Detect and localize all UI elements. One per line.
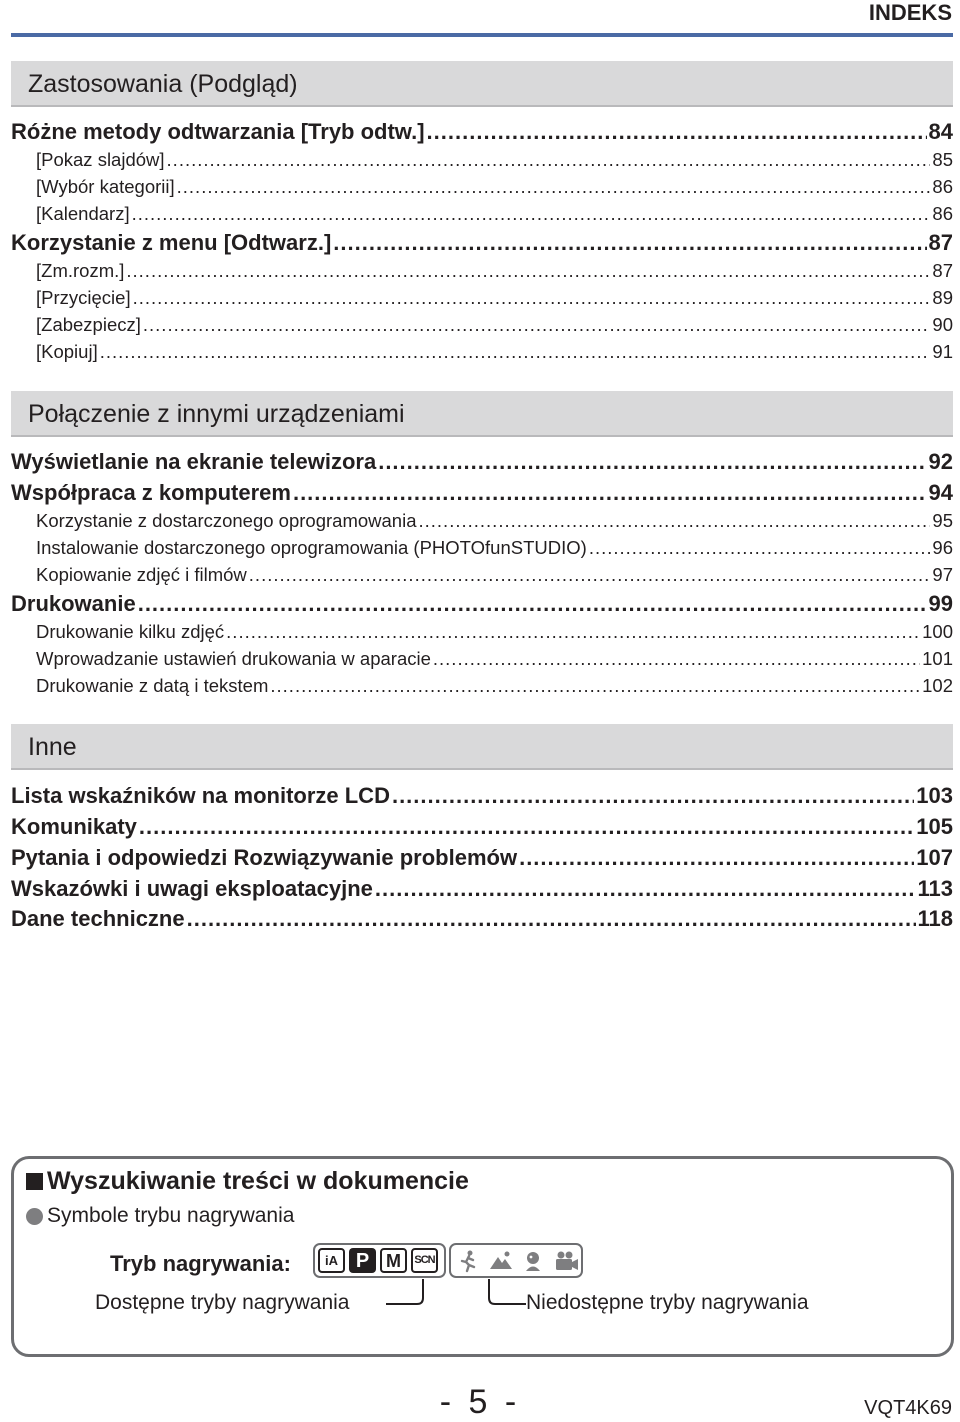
toc-entry-page: 101 [922, 648, 953, 669]
leader-dots [427, 119, 927, 145]
sports-mode-icon [457, 1248, 481, 1273]
toc-entry[interactable] [11, 176, 953, 198]
leader-dots [333, 230, 926, 256]
toc-entry-page: 86 [932, 176, 953, 197]
toc-entry-text: Pytania i odpowiedzi Rozwiązywanie problemów [11, 845, 518, 870]
section-heading: Zastosowania (Podgląd) [11, 61, 953, 107]
toc-entry[interactable] [11, 230, 953, 256]
page-number: - 5 - [439, 1383, 521, 1421]
toc-entry[interactable] [11, 314, 953, 336]
toc-entry[interactable] [11, 621, 953, 643]
toc-entry-text: Wyświetlanie na ekranie telewizora [11, 449, 377, 474]
leader-dots [133, 287, 931, 309]
toc-entry-text: Dane techniczne [11, 906, 185, 931]
header-rule [11, 33, 953, 37]
toc-entry-text: Różne metody odtwarzania [Tryb odtw.] [11, 119, 425, 144]
document-code: VQT4K69 [864, 1397, 952, 1419]
leader-dots [177, 176, 931, 198]
toc-entry-text: Komunikaty [11, 814, 137, 839]
leader-dots [375, 876, 916, 902]
toc-entry-text: Lista wskaźników na monitorze LCD [11, 783, 390, 808]
toc-entry-page: 90 [932, 314, 953, 335]
toc-entry[interactable] [11, 675, 953, 697]
toc-entry-page: 102 [922, 675, 953, 696]
toc-entry-page: 86 [932, 203, 953, 224]
toc-entry-page: 89 [932, 287, 953, 308]
toc-entry[interactable] [11, 203, 953, 225]
toc-entry[interactable] [11, 564, 953, 586]
search-box-subtitle: Symbole trybu nagrywania [47, 1204, 295, 1227]
scene-mode-icon: SCN [411, 1248, 438, 1273]
toc-entry[interactable] [11, 814, 953, 840]
toc-entry[interactable] [11, 510, 953, 532]
toc-entry-text: [Kopiuj] [36, 341, 98, 362]
leader-dots [139, 814, 914, 840]
leader-dots [433, 648, 920, 670]
leader-dots [100, 341, 931, 363]
grey-dot-bullet-icon [26, 1208, 43, 1225]
toc-entry-text: Korzystanie z menu [Odtwarz.] [11, 230, 332, 255]
toc-entry-text: Korzystanie z dostarczonego oprogramowania [36, 510, 417, 531]
toc-entry-page: 96 [932, 537, 953, 558]
toc-entry[interactable] [11, 906, 953, 932]
toc-entry-page: 105 [916, 814, 953, 839]
toc-entry-page: 85 [932, 149, 953, 170]
scenery-mode-icon [489, 1248, 513, 1273]
available-modes-caption: Dostępne tryby nagrywania [95, 1291, 350, 1314]
toc-entry[interactable] [11, 449, 953, 475]
toc-entry[interactable] [11, 876, 953, 902]
toc-entry[interactable] [11, 260, 953, 282]
leader-dots [589, 537, 931, 559]
leader-dots [249, 564, 931, 586]
toc-entry-text: Drukowanie [11, 591, 136, 616]
toc-entry[interactable] [11, 149, 953, 171]
leader-dots [419, 510, 931, 532]
leader-dots [293, 480, 927, 506]
leader-dots [132, 203, 931, 225]
toc-entry-page: 118 [917, 906, 953, 931]
toc-entry[interactable] [11, 648, 953, 670]
black-square-bullet-icon [26, 1173, 43, 1190]
toc-entry[interactable] [11, 480, 953, 506]
leader-dots [138, 591, 927, 617]
toc-entry-text: Drukowanie kilku zdjęć [36, 621, 225, 642]
toc-entry-text: [Zm.rozm.] [36, 260, 125, 281]
toc-entry[interactable] [11, 119, 953, 145]
toc-entry-page: 103 [916, 783, 953, 808]
toc-entry-text: Współpraca z komputerem [11, 480, 291, 505]
portrait-mode-icon [521, 1248, 545, 1273]
toc-entry-page: 95 [932, 510, 953, 531]
toc-entry-page: 107 [916, 845, 953, 870]
toc-entry-page: 92 [928, 449, 953, 474]
recording-mode-label: Tryb nagrywania: [110, 1251, 291, 1276]
unavailable-modes-caption: Niedostępne tryby nagrywania [526, 1291, 809, 1314]
toc-entry-text: [Kalendarz] [36, 203, 130, 224]
toc-entry-text: Drukowanie z datą i tekstem [36, 675, 269, 696]
leader-dots [270, 675, 920, 697]
toc-entry-page: 97 [932, 564, 953, 585]
toc-entry-page: 91 [932, 341, 953, 362]
toc-entry-page: 87 [932, 260, 953, 281]
toc-entry[interactable] [11, 537, 953, 559]
toc-entry-text: [Zabezpiecz] [36, 314, 141, 335]
toc-entry-text: Kopiowanie zdjęć i filmów [36, 564, 247, 585]
leader-dots [167, 149, 931, 171]
leader-dots [187, 906, 916, 932]
leader-dots [392, 783, 914, 809]
search-box-title-row [26, 1167, 469, 1196]
toc-entry-text: [Przycięcie] [36, 287, 131, 308]
search-box-subtitle-row [26, 1204, 294, 1228]
toc-entry[interactable] [11, 287, 953, 309]
leader-dots [143, 314, 931, 336]
available-modes-group [313, 1243, 446, 1278]
header-label: INDEKS [868, 0, 952, 25]
intelligent-auto-mode-icon: iA [318, 1248, 345, 1273]
leader-dots [519, 845, 914, 871]
toc-entry-text: Wprowadzanie ustawień drukowania w aparacie [36, 648, 431, 669]
toc-entry[interactable] [11, 591, 953, 617]
leader-dots [378, 449, 926, 475]
toc-entry-text: [Wybór kategorii] [36, 176, 175, 197]
toc-entry-text: [Pokaz slajdów] [36, 149, 165, 170]
toc-entry-page: 84 [928, 119, 953, 144]
toc-entry[interactable] [11, 783, 953, 809]
toc-entry-text: Wskazówki i uwagi eksploatacyjne [11, 876, 373, 901]
toc-entry-page: 100 [922, 621, 953, 642]
leader-dots [226, 621, 920, 643]
toc-entry-page: 99 [928, 591, 953, 616]
toc-entry-page: 87 [928, 230, 953, 255]
toc-entry[interactable] [11, 341, 953, 363]
section-heading: Inne [11, 724, 953, 770]
unavailable-modes-group [449, 1243, 583, 1278]
leader-dots [126, 260, 930, 282]
section-heading: Połączenie z innymi urządzeniami [11, 391, 953, 437]
search-hint-box [11, 1156, 954, 1357]
toc-entry-page: 94 [928, 480, 953, 505]
manual-mode-icon: M [380, 1248, 407, 1273]
program-mode-icon: P [349, 1248, 376, 1273]
motion-picture-mode-icon [553, 1248, 579, 1273]
search-box-title: Wyszukiwanie treści w dokumencie [47, 1167, 469, 1195]
toc-entry-page: 113 [917, 876, 953, 901]
toc-entry-text: Instalowanie dostarczonego oprogramowania (PHOTOfunSTUDIO) [36, 537, 587, 558]
toc-entry[interactable] [11, 845, 953, 871]
